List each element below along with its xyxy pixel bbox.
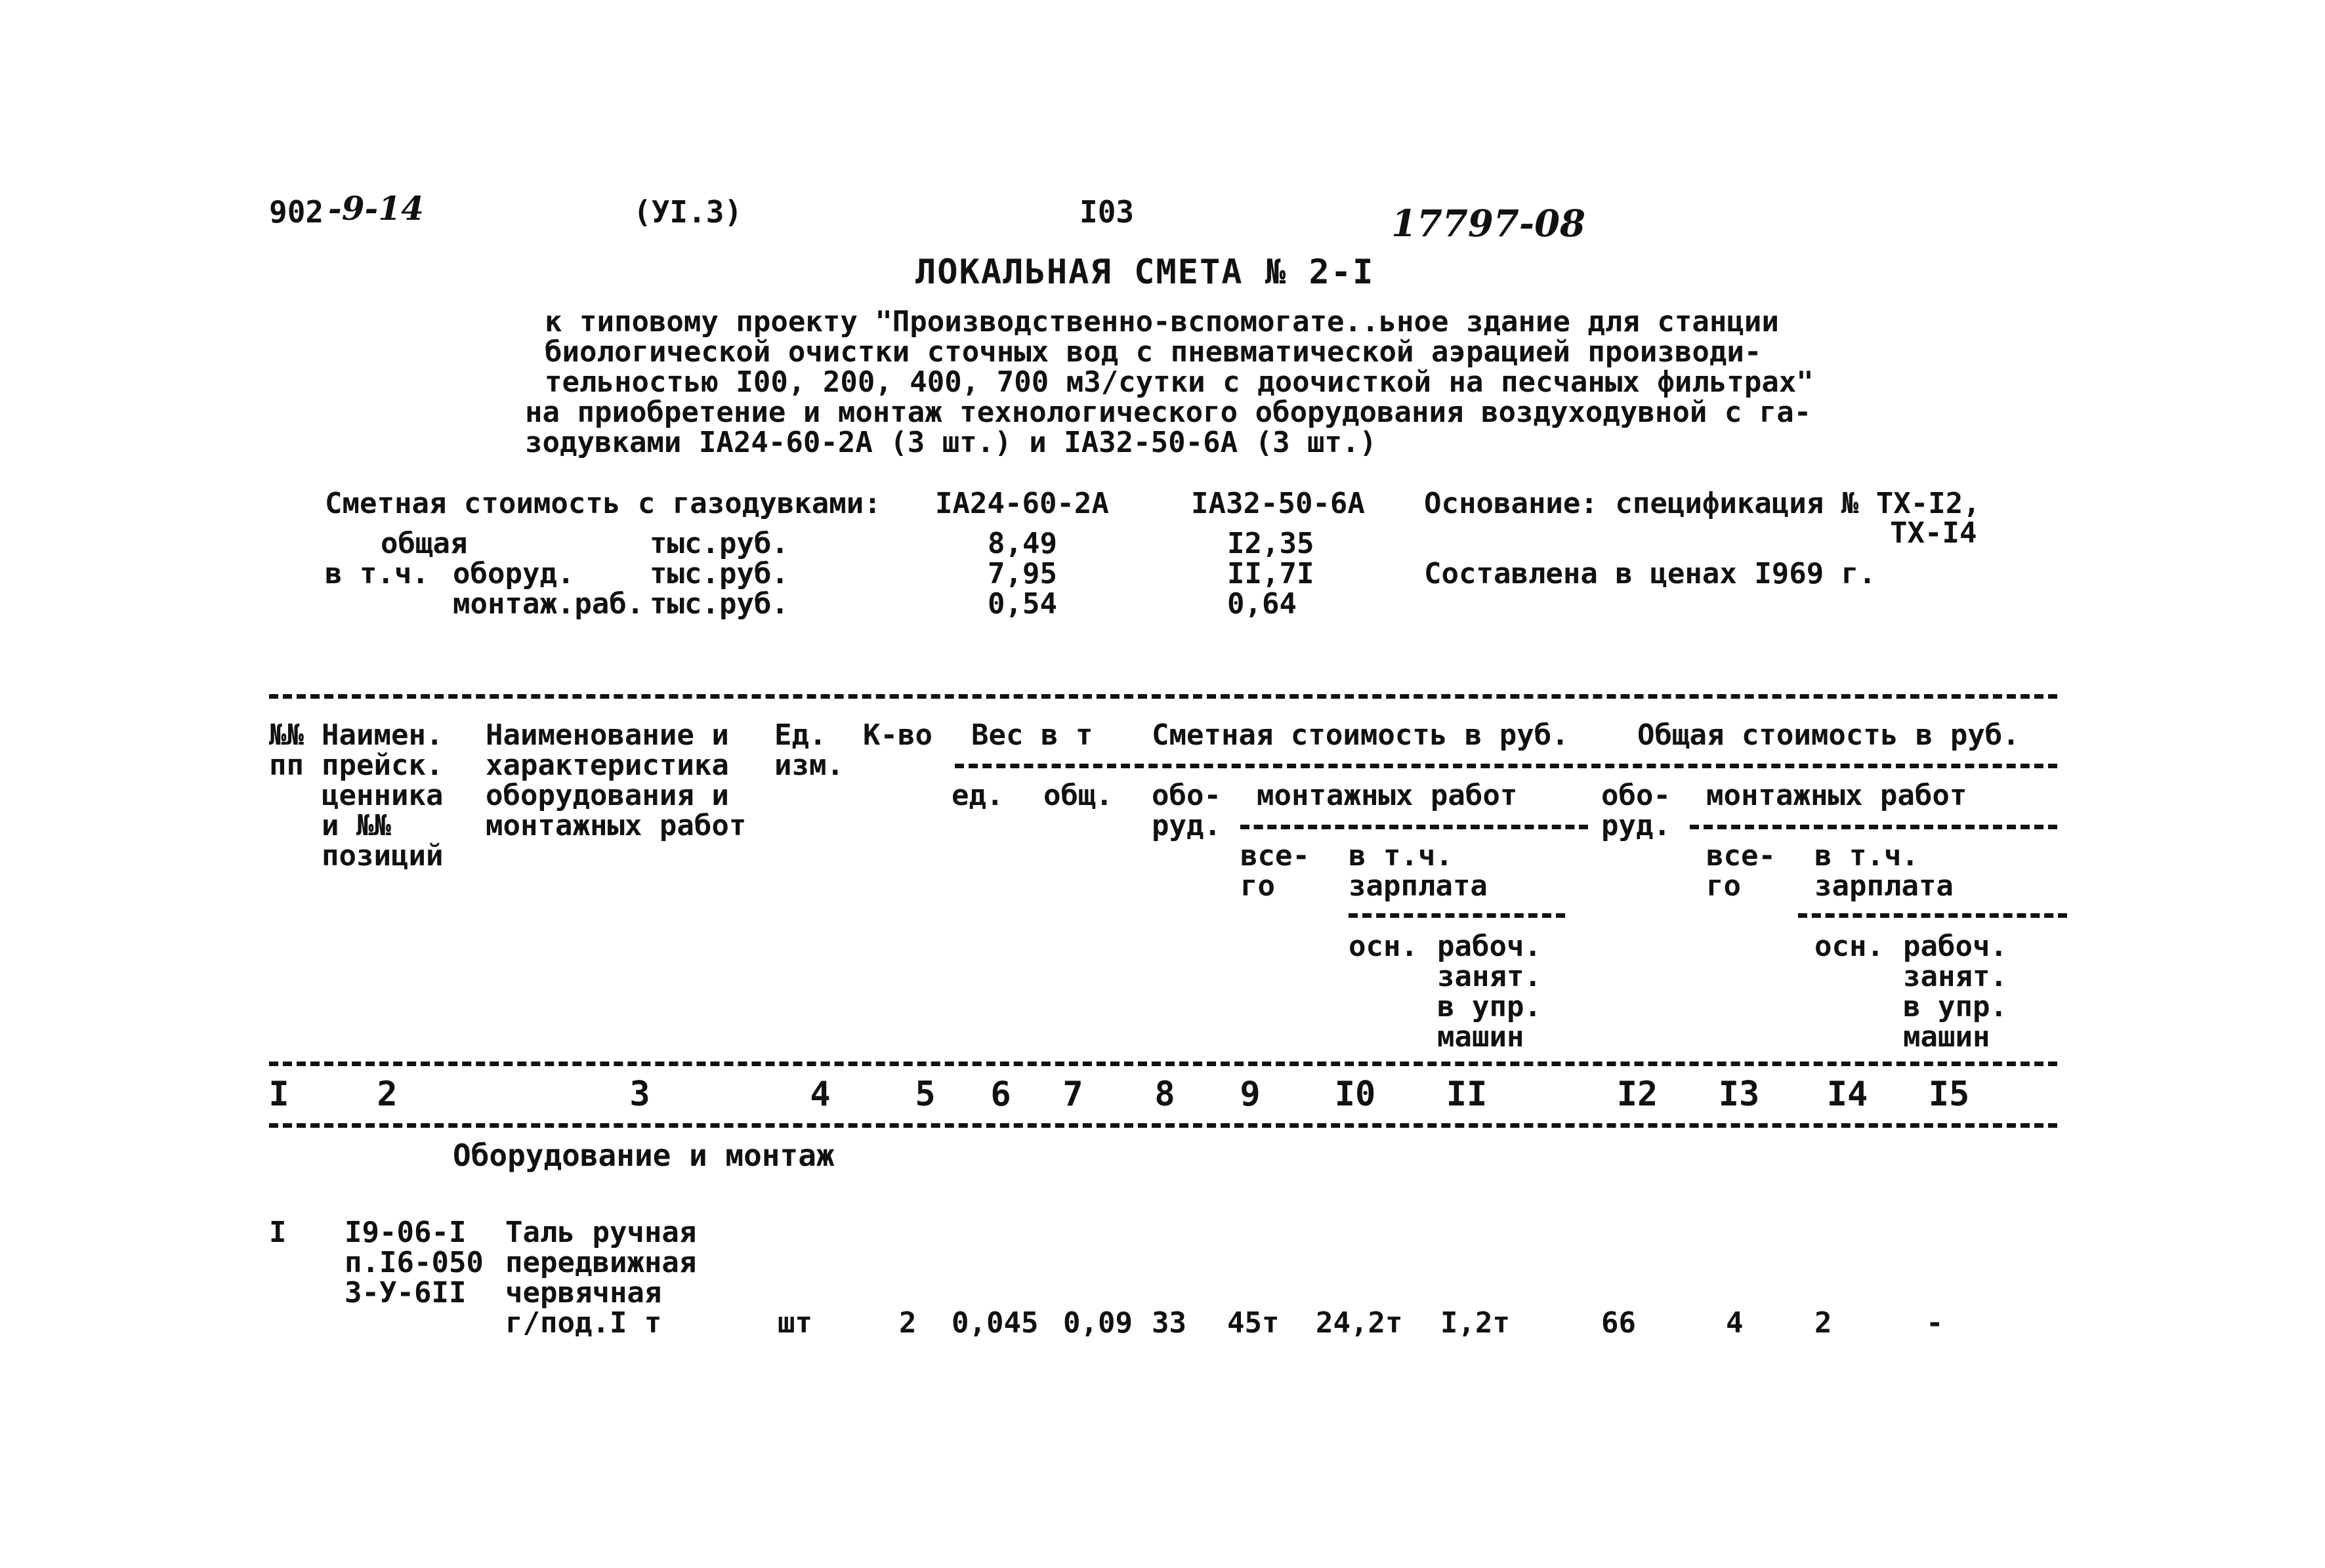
cost-row-value-2: I2,35 [1227,527,1314,560]
cost-row-value-1: 8,49 [988,527,1057,560]
column-number: 4 [810,1075,831,1114]
table-divider [269,694,2057,699]
column-number: 3 [629,1075,650,1114]
header-incl-salary: в т.ч. зарплата [1814,839,1954,903]
row-total-equipment: 66 [1601,1306,1636,1340]
table-subdivider [1349,913,1565,918]
compiled-in-prices: Составлена в ценах I969 г. [1424,557,1876,590]
row-install-machine: I,2т [1440,1306,1510,1340]
header-unit: Ед. изм. [774,718,844,782]
description-line: к типовому проекту "Производственно-вспомогате..ьное здание для станции [545,305,1779,339]
row-weight-unit: 0,045 [952,1306,1039,1340]
table-subdivider [955,764,2057,768]
column-number: 6 [990,1075,1011,1114]
table-subdivider [1798,913,2067,918]
column-number: I0 [1334,1075,1376,1114]
column-number: I4 [1826,1075,1868,1114]
cost-row-value-1: 7,95 [988,557,1057,590]
description-line: биологической очистки сточных вод с пневматической аэрацией производи- [545,335,1762,369]
inventory-number: 17797-08 [1391,202,1585,245]
header-machine-labor: рабоч. занят. в упр. машин [1903,930,2007,1054]
column-number: I2 [1616,1075,1658,1114]
table-subdivider [1240,825,1588,829]
column-number: 2 [377,1075,398,1114]
cost-row-unit: тыс.руб. [650,557,789,590]
cost-col2-header: IA32-50-6A [1191,487,1365,520]
header-weight-total: общ. [1043,779,1113,812]
row-name: Таль ручная передвижная червячная г/под.I т [505,1216,697,1340]
header-basic: осн. [1349,930,1418,963]
row-install-basic: 24,2т [1316,1306,1403,1340]
header-all: все- го [1706,839,1776,903]
description-line: на приобретение и монтаж технологического оборудования воздуходувной с га- [525,396,1812,429]
cost-row-label: монтаж.раб. [453,587,644,621]
header-installation: монтажных работ [1706,779,1967,812]
cost-row-value-2: 0,64 [1227,587,1297,621]
row-total-install-all: 4 [1726,1306,1744,1340]
table-subdivider [1690,825,2057,829]
description-line: зодувками IA24-60-2A (3 шт.) и IA32-50-6A (3 шт.) [525,426,1377,459]
header-weight: Вес в т [971,718,1093,752]
document-code-handwritten: -9-14 [328,189,424,228]
cost-summary-label: Сметная стоимость с газодувками: [325,487,881,520]
header-all: все- го [1240,839,1310,903]
description-line: тельностью I00, 200, 400, 700 м3/сутки с доочисткой на песчаных фильтрах" [545,365,1814,399]
column-number: I3 [1718,1075,1760,1114]
cost-row-value-2: II,7I [1227,557,1314,590]
row-number: I [269,1216,287,1249]
column-number: I [268,1075,289,1114]
header-number: №№ пп [269,718,304,782]
row-unit: шт [778,1306,812,1340]
column-number: 7 [1062,1075,1083,1114]
row-equipment-cost: 33 [1152,1306,1186,1340]
header-total-cost: Общая стоимость в руб. [1637,718,2020,752]
cost-row-label: оборуд. [453,557,575,590]
section-code: (УI.3) [633,194,743,230]
basis-label: Основание: спецификация № ТХ-I2, [1424,487,1980,520]
row-total-install-basic: 2 [1814,1306,1832,1340]
header-quantity: К-во [863,718,932,752]
header-weight-unit: ед. [952,779,1004,812]
header-equipment: обо- руд. [1601,779,1671,842]
column-number: I5 [1928,1075,1970,1114]
section-title: Оборудование и монтаж [453,1138,835,1173]
header-name: Наименование и характеристика оборудования и монтажных работ [486,718,747,842]
column-number: 9 [1240,1075,1261,1114]
header-price-code: Наимен. прейск. ценника и №№ позиций [322,718,444,873]
column-number: II [1446,1075,1488,1114]
header-incl-salary: в т.ч. зарплата [1349,839,1488,903]
row-weight-total: 0,09 [1063,1306,1133,1340]
header-installation: монтажных работ [1257,779,1518,812]
cost-row-value-1: 0,54 [988,587,1057,621]
row-price-code: I9-06-I п.I6-050 3-У-6II [345,1216,484,1310]
header-basic: осн. [1814,930,1884,963]
document-code: 902 [269,194,324,230]
row-total-install-machine: - [1926,1306,1944,1340]
cost-row-unit: тыс.руб. [650,527,789,560]
table-divider [269,1123,2057,1128]
cost-col1-header: IA24-60-2A [935,487,1109,520]
page-number: I03 [1079,194,1135,230]
document-title: ЛОКАЛЬНАЯ СМЕТА № 2-I [915,253,1375,292]
column-number: 8 [1154,1075,1175,1114]
cost-row-prefix: в т.ч. [325,557,429,590]
header-machine-labor: рабоч. занят. в упр. машин [1437,930,1541,1054]
column-number: 5 [915,1075,936,1114]
cost-row-label: общая [381,527,468,560]
header-equipment: обо- руд. [1152,779,1221,842]
row-install-all: 45т [1227,1306,1280,1340]
basis-label-2: ТХ-I4 [1890,516,1977,550]
row-quantity: 2 [899,1306,917,1340]
table-divider [269,1062,2057,1066]
header-estimate-cost: Сметная стоимость в руб. [1152,718,1569,752]
cost-row-unit: тыс.руб. [650,587,789,621]
